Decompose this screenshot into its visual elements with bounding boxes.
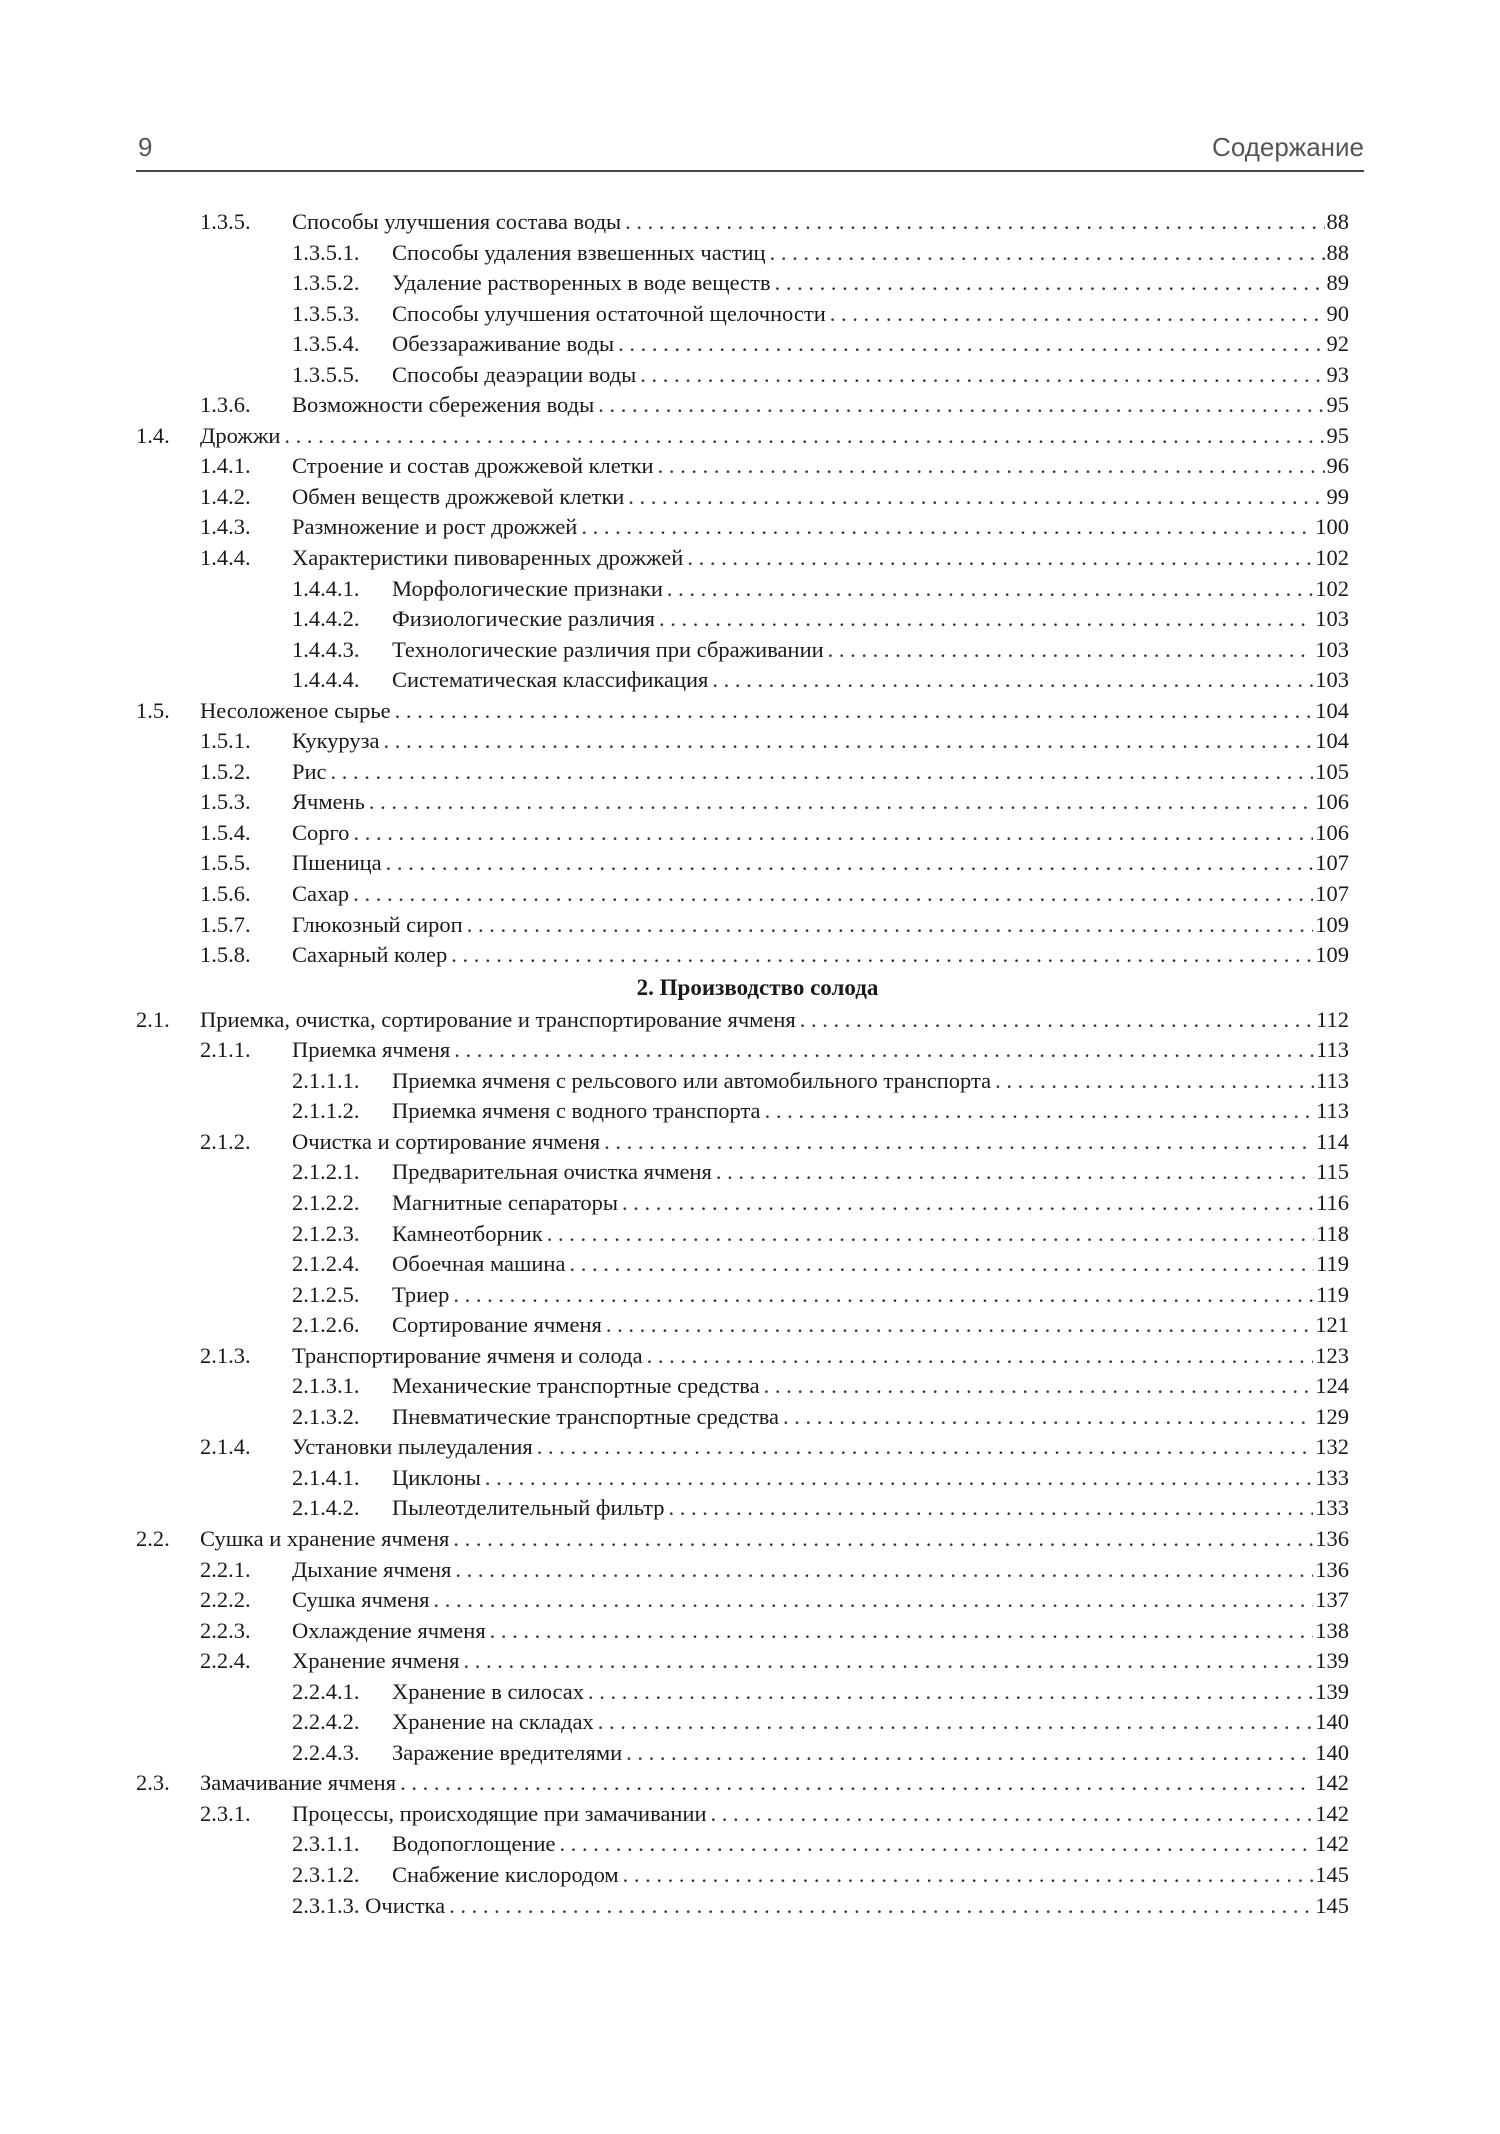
toc-entry-number: 1.4.4.2. <box>292 606 360 632</box>
chapter-heading: 2. Производство солода <box>636 974 879 1000</box>
toc-entry-title: Морфологические признаки <box>392 574 667 605</box>
toc-entry[interactable] <box>136 360 1349 391</box>
toc-entry-page: 102 <box>1313 574 1349 605</box>
toc-entry-number: 1.4.3. <box>200 514 251 540</box>
toc-entry[interactable] <box>136 1219 1349 1250</box>
dot-leader <box>353 879 1313 910</box>
toc-entry-number: 2.2.4.2. <box>292 1709 360 1735</box>
toc-entry-title: Триер <box>392 1280 453 1311</box>
toc-entry-page: 103 <box>1313 665 1349 696</box>
toc-entry-number: 2.1.4. <box>200 1434 251 1460</box>
toc-entry[interactable] <box>136 1707 1349 1738</box>
toc-entry-title: Систематическая классификация <box>392 665 712 696</box>
toc-entry-page: 104 <box>1313 696 1349 727</box>
toc-entry[interactable] <box>136 1005 1349 1036</box>
toc-entry-number: 2.1.1.2. <box>292 1098 360 1124</box>
toc-entry-title: Транспортирование ячменя и солода <box>292 1341 647 1372</box>
toc-entry-number: 2.1.3.2. <box>292 1403 360 1429</box>
dot-leader <box>625 207 1324 238</box>
toc-entry[interactable] <box>136 1280 1349 1311</box>
toc-entry[interactable] <box>136 1860 1349 1891</box>
toc-entry-page: 139 <box>1313 1646 1349 1677</box>
dot-leader <box>569 1249 1314 1280</box>
toc-entry[interactable] <box>136 665 1349 696</box>
running-title: Содержание <box>1212 132 1364 162</box>
toc-entry[interactable] <box>136 879 1349 910</box>
toc-entry[interactable] <box>136 421 1349 452</box>
toc-entry[interactable] <box>136 1677 1349 1708</box>
toc-entry[interactable] <box>136 1463 1349 1494</box>
toc-entry-number: 1.3.6. <box>200 392 251 418</box>
toc-entry-page: 100 <box>1313 512 1349 543</box>
toc-entry-page: 142 <box>1313 1829 1349 1860</box>
toc-entry[interactable] <box>136 757 1349 788</box>
toc-entry-number: 1.5.1. <box>200 728 251 754</box>
toc-entry-page: 145 <box>1313 1891 1349 1922</box>
toc-entry-title: Сахар <box>292 879 353 910</box>
dot-leader <box>658 451 1325 482</box>
toc-entry[interactable] <box>136 1188 1349 1219</box>
dot-leader <box>623 1860 1314 1891</box>
toc-entry-title: Циклоны <box>392 1463 485 1494</box>
toc-entry-number: 2.3.1.1. <box>292 1831 360 1857</box>
dot-leader <box>588 1677 1313 1708</box>
toc-entry-page: 124 <box>1313 1371 1349 1402</box>
toc-entry-number: 1.3.5.2. <box>292 270 360 296</box>
dot-leader <box>455 1555 1313 1586</box>
toc-entry-title: Физиологические различия <box>392 604 659 635</box>
toc-entry-number: 1.5.3. <box>200 789 251 815</box>
toc-entry-title: Сорго <box>292 818 353 849</box>
toc-entry[interactable] <box>136 1096 1349 1127</box>
toc-entry-number: 2.2.4.1. <box>292 1678 360 1704</box>
dot-leader <box>995 1066 1314 1097</box>
toc-entry[interactable] <box>136 1341 1349 1372</box>
dot-leader <box>659 604 1313 635</box>
toc-entry-number: 1.5. <box>136 697 170 723</box>
dot-leader <box>467 910 1314 941</box>
toc-entry-number: 1.3.5.1. <box>292 239 360 265</box>
toc-entry[interactable] <box>136 1249 1349 1280</box>
dot-leader <box>560 1829 1314 1860</box>
toc-entry-number: 2.1.4.1. <box>292 1464 360 1490</box>
toc-entry[interactable] <box>136 451 1349 482</box>
toc-entry-number: 2.2. <box>136 1525 170 1551</box>
toc-entry-title: Предварительная очистка ячменя <box>392 1157 716 1188</box>
toc-entry-title: Сахарный колер <box>292 940 451 971</box>
toc-entry[interactable] <box>136 207 1349 238</box>
toc-entry-number: 2.1.2.4. <box>292 1251 360 1277</box>
toc-entry-page: 145 <box>1313 1860 1349 1891</box>
toc-entry-title: Хранение на складах <box>392 1707 598 1738</box>
dot-leader <box>711 1799 1314 1830</box>
dot-leader <box>716 1157 1314 1188</box>
toc-entry-title: Глюкозный сироп <box>292 910 467 941</box>
toc-entry[interactable] <box>136 543 1349 574</box>
toc-entry-title: Сушка и хранение ячменя <box>200 1524 453 1555</box>
toc-entry-number: 2.1.4.2. <box>292 1495 360 1521</box>
toc-entry-number: 1.5.8. <box>200 942 251 968</box>
toc-entry-title: Обеззараживание воды <box>392 329 618 360</box>
toc-entry-number: 2.1.1.1. <box>292 1067 360 1093</box>
toc-entry[interactable] <box>136 818 1349 849</box>
toc-entry-title: Сушка ячменя <box>292 1585 434 1616</box>
page-header <box>136 128 1364 172</box>
toc-entry[interactable] <box>136 268 1349 299</box>
dot-leader <box>628 482 1324 513</box>
toc-entry[interactable] <box>136 696 1349 727</box>
toc-entry-title: Пневматические транспортные средства <box>392 1402 783 1433</box>
dot-leader <box>640 360 1324 391</box>
dot-leader <box>434 1585 1314 1616</box>
toc-entry-number: 1.4.2. <box>200 483 251 509</box>
toc-entry-page: 114 <box>1314 1127 1349 1158</box>
dot-leader <box>775 268 1325 299</box>
dot-leader <box>687 543 1313 574</box>
toc-entry-page: 107 <box>1313 848 1349 879</box>
toc-entry-page: 95 <box>1325 421 1350 452</box>
toc-entry-page: 106 <box>1313 787 1349 818</box>
toc-entry-title: Хранение в силосах <box>392 1677 588 1708</box>
toc-entry[interactable] <box>136 512 1349 543</box>
toc-entry-title: Приемка, очистка, сортирование и транспортирование ячменя <box>200 1005 800 1036</box>
toc-entry-page: 113 <box>1314 1066 1349 1097</box>
toc-entry[interactable] <box>136 1066 1349 1097</box>
toc-entry-number: 2.1.2.2. <box>292 1189 360 1215</box>
toc-entry-title: Способы улучшения состава воды <box>292 207 625 238</box>
toc-entry-number: 1.4.4. <box>200 545 251 571</box>
toc-entry-page: 136 <box>1313 1555 1349 1586</box>
toc-entry-number: 1.4.4.4. <box>292 667 360 693</box>
toc-entry-title: Процессы, происходящие при замачивании <box>292 1799 711 1830</box>
toc-entry-number: 2.1. <box>136 1006 170 1032</box>
toc-entry[interactable] <box>136 238 1349 269</box>
toc-entry-title: Несоложеное сырье <box>200 696 395 727</box>
toc-entry-number: 2.2.1. <box>200 1556 251 1582</box>
toc-entry-number: 2.3.1.2. <box>292 1861 360 1887</box>
toc-entry-page: 99 <box>1325 482 1350 513</box>
dot-leader <box>765 1096 1315 1127</box>
toc-entry-title: Магнитные сепараторы <box>392 1188 622 1219</box>
toc-entry[interactable] <box>136 1799 1349 1830</box>
toc-entry-page: 116 <box>1314 1188 1349 1219</box>
toc-entry-number: 1.3.5.3. <box>292 300 360 326</box>
toc-entry-page: 90 <box>1325 299 1350 330</box>
toc-entry-page: 123 <box>1313 1341 1349 1372</box>
toc-entry-page: 104 <box>1313 726 1349 757</box>
toc-entry[interactable] <box>136 726 1349 757</box>
toc-entry[interactable] <box>136 1738 1349 1769</box>
toc-entry-page: 93 <box>1325 360 1350 391</box>
toc-entry-number: 1.5.2. <box>200 758 251 784</box>
toc-entry-title: Возможности сбережения воды <box>292 390 598 421</box>
toc-entry-title: Механические транспортные средства <box>392 1371 764 1402</box>
dot-leader <box>400 1768 1313 1799</box>
page-number: 9 <box>138 132 153 162</box>
toc-entry-number: 2.2.2. <box>200 1587 251 1613</box>
dot-leader <box>331 757 1314 788</box>
dot-leader <box>353 818 1313 849</box>
toc-entry-page: 113 <box>1314 1096 1349 1127</box>
toc-entry[interactable] <box>136 1524 1349 1555</box>
dot-leader <box>828 635 1314 666</box>
toc-entry[interactable] <box>136 1493 1349 1524</box>
toc-entry-title: Ячмень <box>292 787 369 818</box>
toc-entry[interactable] <box>136 1768 1349 1799</box>
toc-entry-page: 96 <box>1325 451 1350 482</box>
toc-entry-number: 2.1.1. <box>200 1037 251 1063</box>
toc-entry-number: 1.4.4.1. <box>292 575 360 601</box>
dot-leader <box>490 1616 1314 1647</box>
toc-entry-number: 1.5.4. <box>200 819 251 845</box>
toc-entry-title: Способы удаления взвешенных частиц <box>392 238 770 269</box>
toc-entry-page: 142 <box>1313 1768 1349 1799</box>
dot-leader <box>369 787 1313 818</box>
toc-entry[interactable] <box>136 1127 1349 1158</box>
toc-entry[interactable] <box>136 1555 1349 1586</box>
dot-leader <box>764 1371 1314 1402</box>
toc-entry-page: 139 <box>1313 1677 1349 1708</box>
toc-entry[interactable] <box>136 574 1349 605</box>
toc-entry-page: 119 <box>1314 1249 1349 1280</box>
toc-entry[interactable] <box>136 299 1349 330</box>
dot-leader <box>783 1402 1313 1433</box>
toc-entry-number: 2.2.4. <box>200 1648 251 1674</box>
toc-entry-number: 1.4.4.3. <box>292 636 360 662</box>
toc-entry-page: 106 <box>1313 818 1349 849</box>
toc-entry-page: 140 <box>1313 1707 1349 1738</box>
toc-entry-page: 95 <box>1325 390 1350 421</box>
toc-entry-title: Рис <box>292 757 331 788</box>
toc-entry-number: 2.3.1. <box>200 1800 251 1826</box>
toc-entry-page: 121 <box>1313 1310 1349 1341</box>
toc-entry-title: Способы деаэрации воды <box>392 360 640 391</box>
toc-entry[interactable] <box>136 1891 1349 1922</box>
toc-entry-page: 109 <box>1313 940 1349 971</box>
dot-leader <box>618 329 1324 360</box>
toc-entry[interactable] <box>136 604 1349 635</box>
toc-entry-number: 2.1.2.5. <box>292 1281 360 1307</box>
toc-entry-number: 1.3.5.5. <box>292 361 360 387</box>
dot-leader <box>647 1341 1314 1372</box>
toc-entry-title: Заражение вредителями <box>392 1738 626 1769</box>
toc-entry-title: Сортирование ячменя <box>392 1310 606 1341</box>
dot-leader <box>453 1524 1313 1555</box>
toc-entry[interactable] <box>136 1616 1349 1647</box>
toc-entry-page: 109 <box>1313 910 1349 941</box>
toc-entry[interactable] <box>136 635 1349 666</box>
dot-leader <box>800 1005 1314 1036</box>
toc-entry[interactable] <box>136 390 1349 421</box>
toc-entry[interactable] <box>136 1585 1349 1616</box>
toc-entry-number: 2.3. <box>136 1770 170 1796</box>
toc-entry[interactable] <box>136 1310 1349 1341</box>
toc-entry[interactable] <box>136 1157 1349 1188</box>
toc-entry[interactable] <box>136 848 1349 879</box>
dot-leader <box>537 1432 1314 1463</box>
toc-entry-title: Характеристики пивоваренных дрожжей <box>292 543 687 574</box>
toc-entry[interactable] <box>136 1829 1349 1860</box>
toc-entry-number: 2.1.2.6. <box>292 1312 360 1338</box>
toc-entry[interactable] <box>136 329 1349 360</box>
dot-leader <box>453 1280 1314 1311</box>
toc-entry-title: Хранение ячменя <box>292 1646 464 1677</box>
dot-leader <box>667 574 1313 605</box>
toc-entry[interactable] <box>136 787 1349 818</box>
toc-entry[interactable] <box>136 1371 1349 1402</box>
toc-entry-title: Дрожжи <box>200 421 284 452</box>
dot-leader <box>604 1127 1314 1158</box>
toc-entry-title: Обоечная машина <box>392 1249 569 1280</box>
toc-entry-title: Кукуруза <box>292 726 384 757</box>
toc-entry-title: Обмен веществ дрожжевой клетки <box>292 482 628 513</box>
toc-entry-title: Строение и состав дрожжевой клетки <box>292 451 658 482</box>
toc-entry[interactable] <box>136 910 1349 941</box>
toc-entry-page: 89 <box>1325 268 1350 299</box>
toc-entry-title: Снабжение кислородом <box>392 1860 623 1891</box>
toc-entry-title: Замачивание ячменя <box>200 1768 400 1799</box>
dot-leader <box>485 1463 1313 1494</box>
toc-entry-title: Приемка ячменя с рельсового или автомобильного транспорта <box>392 1066 995 1097</box>
toc-entry-page: 129 <box>1313 1402 1349 1433</box>
toc-entry[interactable] <box>136 482 1349 513</box>
toc-entry-number: 2.1.2. <box>200 1128 251 1154</box>
toc-entry-title: Удаление растворенных в воде веществ <box>392 268 775 299</box>
toc-entry-number: 1.5.5. <box>200 850 251 876</box>
dot-leader <box>451 940 1313 971</box>
toc-entry[interactable] <box>136 1432 1349 1463</box>
toc-entry-page: 107 <box>1313 879 1349 910</box>
toc-entry-page: 115 <box>1314 1157 1349 1188</box>
toc-entry-page: 133 <box>1313 1463 1349 1494</box>
dot-leader <box>606 1310 1313 1341</box>
dot-leader <box>581 512 1313 543</box>
toc-entry-page: 136 <box>1313 1524 1349 1555</box>
dot-leader <box>669 1493 1314 1524</box>
toc-entry-number: 1.4. <box>136 422 170 448</box>
toc-entry[interactable] <box>136 940 1349 971</box>
toc-entry-page: 138 <box>1313 1616 1349 1647</box>
dot-leader <box>386 848 1314 879</box>
toc-entry-number: 1.3.5. <box>200 209 251 234</box>
toc-entry-number: 2.2.4.3. <box>292 1739 360 1765</box>
dot-leader <box>770 238 1325 269</box>
toc-entry-title: Очистка и сортирование ячменя <box>292 1127 604 1158</box>
dot-leader <box>712 665 1313 696</box>
toc-entry-page: 133 <box>1313 1493 1349 1524</box>
dot-leader <box>384 726 1314 757</box>
dot-leader <box>598 390 1324 421</box>
toc-entry[interactable] <box>136 1402 1349 1433</box>
toc-entry-title: Размножение и рост дрожжей <box>292 512 581 543</box>
dot-leader <box>395 696 1314 727</box>
toc-entry-title: Установки пылеудаления <box>292 1432 537 1463</box>
toc-entry-number: 1.5.7. <box>200 911 251 937</box>
toc-entry-number: 2.1.3. <box>200 1342 251 1368</box>
dot-leader <box>547 1219 1314 1250</box>
toc-entry-number: 2.2.3. <box>200 1617 251 1643</box>
toc-entry-page: 105 <box>1313 757 1349 788</box>
toc-entry-page: 88 <box>1325 238 1350 269</box>
toc-entry-number: 2.1.2.1. <box>292 1159 360 1185</box>
toc-entry-number: 1.5.6. <box>200 881 251 907</box>
toc-entry-number: 1.4.1. <box>200 453 251 479</box>
dot-leader <box>284 421 1324 452</box>
dot-leader <box>626 1738 1313 1769</box>
toc-entry-page: 132 <box>1313 1432 1349 1463</box>
toc-entry-title: Водопоглощение <box>392 1829 560 1860</box>
toc-entry-page: 103 <box>1313 635 1349 666</box>
toc-entry-title: Камнеотборник <box>392 1219 547 1250</box>
dot-leader <box>454 1035 1314 1066</box>
toc-entry-title: Дыхание ячменя <box>292 1555 455 1586</box>
dot-leader <box>830 299 1325 330</box>
toc-entry-page: 92 <box>1325 329 1350 360</box>
table-of-contents <box>136 207 1349 1921</box>
toc-entry-page: 142 <box>1313 1799 1349 1830</box>
dot-leader <box>598 1707 1314 1738</box>
toc-entry-title: Технологические различия при сбраживании <box>392 635 828 666</box>
toc-entry-title: Приемка ячменя с водного транспорта <box>392 1096 765 1127</box>
toc-entry-page: 103 <box>1313 604 1349 635</box>
dot-leader <box>622 1188 1314 1219</box>
toc-entry-page: 119 <box>1314 1280 1349 1311</box>
toc-entry-page: 140 <box>1313 1738 1349 1769</box>
dot-leader <box>449 1891 1313 1922</box>
toc-entry-number: 2.1.3.1. <box>292 1373 360 1399</box>
toc-entry-page: 112 <box>1314 1005 1349 1036</box>
toc-entry[interactable] <box>136 1035 1349 1066</box>
toc-entry-title: Способы улучшения остаточной щелочности <box>392 299 830 330</box>
toc-entry-page: 88 <box>1325 207 1350 238</box>
toc-entry-title: Охлаждение ячменя <box>292 1616 490 1647</box>
toc-entry-page: 118 <box>1314 1219 1349 1250</box>
toc-entry-title: 2.3.1.3. Очистка <box>292 1891 449 1922</box>
toc-entry-title: Пылеотделительный фильтр <box>392 1493 669 1524</box>
toc-entry-page: 137 <box>1313 1585 1349 1616</box>
dot-leader <box>464 1646 1314 1677</box>
toc-entry[interactable] <box>136 1646 1349 1677</box>
toc-entry-page: 102 <box>1313 543 1349 574</box>
toc-entry-title: Пшеница <box>292 848 386 879</box>
toc-entry-number: 1.3.5.4. <box>292 331 360 357</box>
toc-entry-title: Приемка ячменя <box>292 1035 454 1066</box>
toc-entry-page: 113 <box>1314 1035 1349 1066</box>
toc-entry-number: 2.1.2.3. <box>292 1220 360 1246</box>
